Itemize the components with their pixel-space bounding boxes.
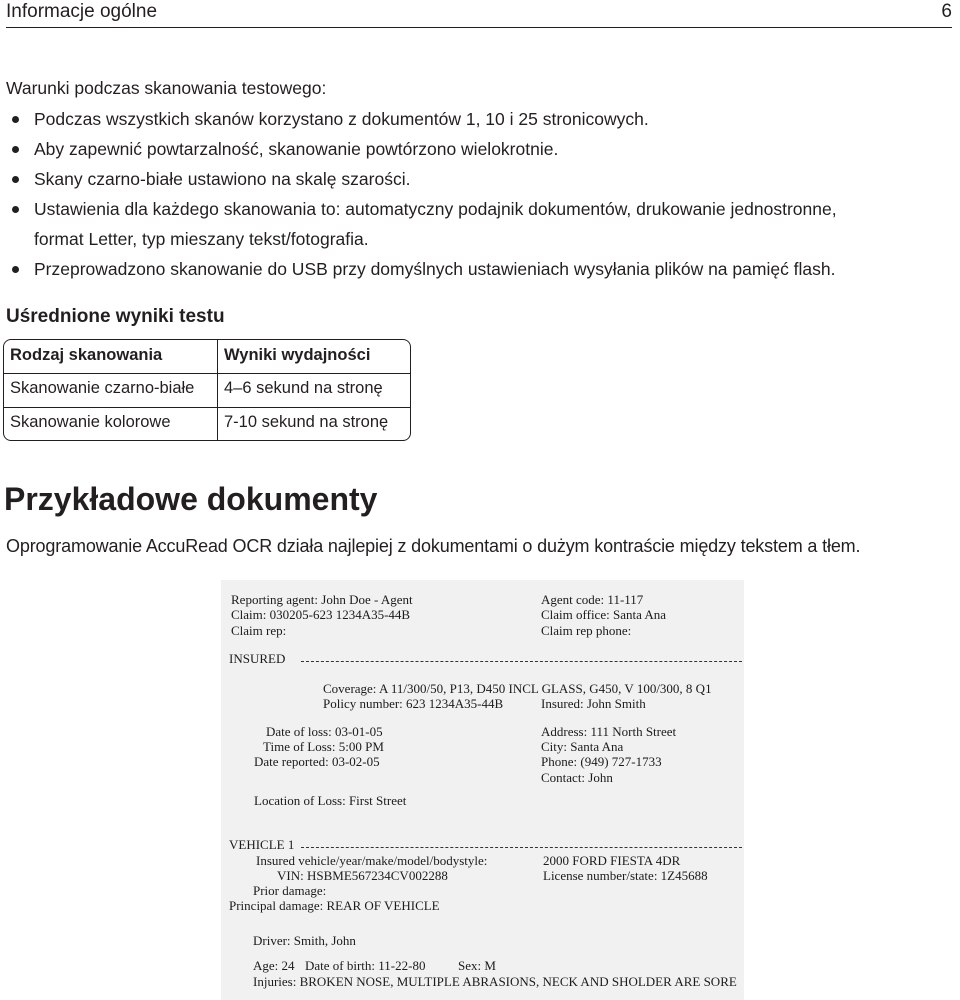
bullet-icon [12, 116, 19, 123]
doc-line: Insured vehicle/year/make/model/bodystyle: [256, 853, 488, 868]
doc-line: Claim rep phone: [541, 623, 632, 638]
doc-line: Phone: (949) 727-1733 [541, 754, 662, 769]
table-cell: Skanowanie czarno-białe [10, 379, 195, 397]
doc-line: Reporting agent: John Doe - Agent [231, 592, 413, 607]
doc-line: License number/state: 1Z45688 [543, 868, 708, 883]
samples-heading: Przykładowe dokumenty [4, 481, 378, 517]
doc-line: Date reported: 03-02-05 [254, 754, 380, 769]
list-item: Przeprowadzono skanowanie do USB przy domyślnych ustawieniach wysyłania plików na pamięć flash. [6, 254, 956, 284]
table-row [4, 373, 410, 408]
doc-section-label: VEHICLE 1 [229, 837, 295, 852]
doc-line: Date of birth: 11-22-80 [305, 958, 426, 973]
list-item: Podczas wszystkich skanów korzystano z dokumentów 1, 10 i 25 stronicowych. [6, 104, 956, 134]
doc-line: Sex: M [458, 958, 496, 973]
doc-line: Time of Loss: 5:00 PM [263, 739, 384, 754]
doc-line: Location of Loss: First Street [254, 793, 407, 808]
list-item: Ustawienia dla każdego skanowania to: automatyczny podajnik dokumentów, drukowanie jednostronne, format Letter, typ mieszany tekst/fotografia. [6, 194, 956, 254]
doc-line: City: Santa Ana [541, 739, 624, 754]
doc-line: Agent code: 11-117 [541, 592, 644, 607]
column-header: Wyniki wydajności [224, 346, 371, 364]
doc-line: Injuries: BROKEN NOSE, MULTIPLE ABRASIONS, NECK AND SHOLDER ARE SORE [253, 974, 737, 989]
table-cell: 7-10 sekund na stronę [224, 413, 389, 431]
conditions-intro: Warunki podczas skanowania testowego: [6, 78, 327, 98]
page-number: 6 [941, 1, 952, 22]
conditions-list [6, 104, 956, 284]
sample-document-image [221, 580, 744, 1000]
dashed-rule [301, 661, 742, 662]
doc-line: Prior damage: [253, 883, 327, 898]
bullet-icon [12, 206, 19, 213]
column-header: Rodzaj skanowania [10, 346, 163, 364]
page-header [6, 0, 952, 28]
bullet-icon [12, 146, 19, 153]
samples-lead: Oprogramowanie AccuRead OCR działa najlepiej z dokumentami o dużym kontraście między tekstem a tłem. [6, 536, 861, 556]
doc-line: Claim rep: [231, 623, 287, 638]
table-header-row [4, 340, 410, 374]
table-cell: 4–6 sekund na stronę [224, 379, 383, 397]
doc-line: Claim office: Santa Ana [541, 607, 667, 622]
doc-line: Address: 111 North Street [541, 724, 677, 739]
table-row [4, 407, 410, 441]
results-heading: Uśrednione wyniki testu [6, 306, 225, 327]
bullet-icon [12, 266, 19, 273]
doc-line: Insured: John Smith [541, 696, 646, 711]
doc-line: Claim: 030205-623 1234A35-44B [231, 607, 411, 622]
doc-line: Driver: Smith, John [253, 933, 356, 948]
doc-line: Date of loss: 03-01-05 [266, 724, 383, 739]
doc-line: Age: 24 [253, 958, 295, 973]
results-table [3, 339, 411, 441]
doc-line: Policy number: 623 1234A35-44B [323, 696, 504, 711]
doc-line: Contact: John [541, 770, 613, 785]
doc-section-label: INSURED [229, 651, 286, 666]
section-title: Informacje ogólne [6, 1, 158, 22]
dashed-rule [301, 847, 742, 848]
bullet-icon [12, 176, 19, 183]
list-item: Aby zapewnić powtarzalność, skanowanie powtórzono wielokrotnie. [6, 134, 956, 164]
doc-line: Principal damage: REAR OF VEHICLE [229, 898, 440, 913]
doc-line: VIN: HSBME567234CV002288 [277, 868, 448, 883]
table-cell: Skanowanie kolorowe [10, 413, 171, 431]
list-item: Skany czarno-białe ustawiono na skalę szarości. [6, 164, 956, 194]
doc-line: 2000 FORD FIESTA 4DR [543, 853, 681, 868]
doc-line: Coverage: A 11/300/50, P13, D450 INCL GLASS, G450, V 100/300, 8 Q1 [323, 681, 712, 696]
